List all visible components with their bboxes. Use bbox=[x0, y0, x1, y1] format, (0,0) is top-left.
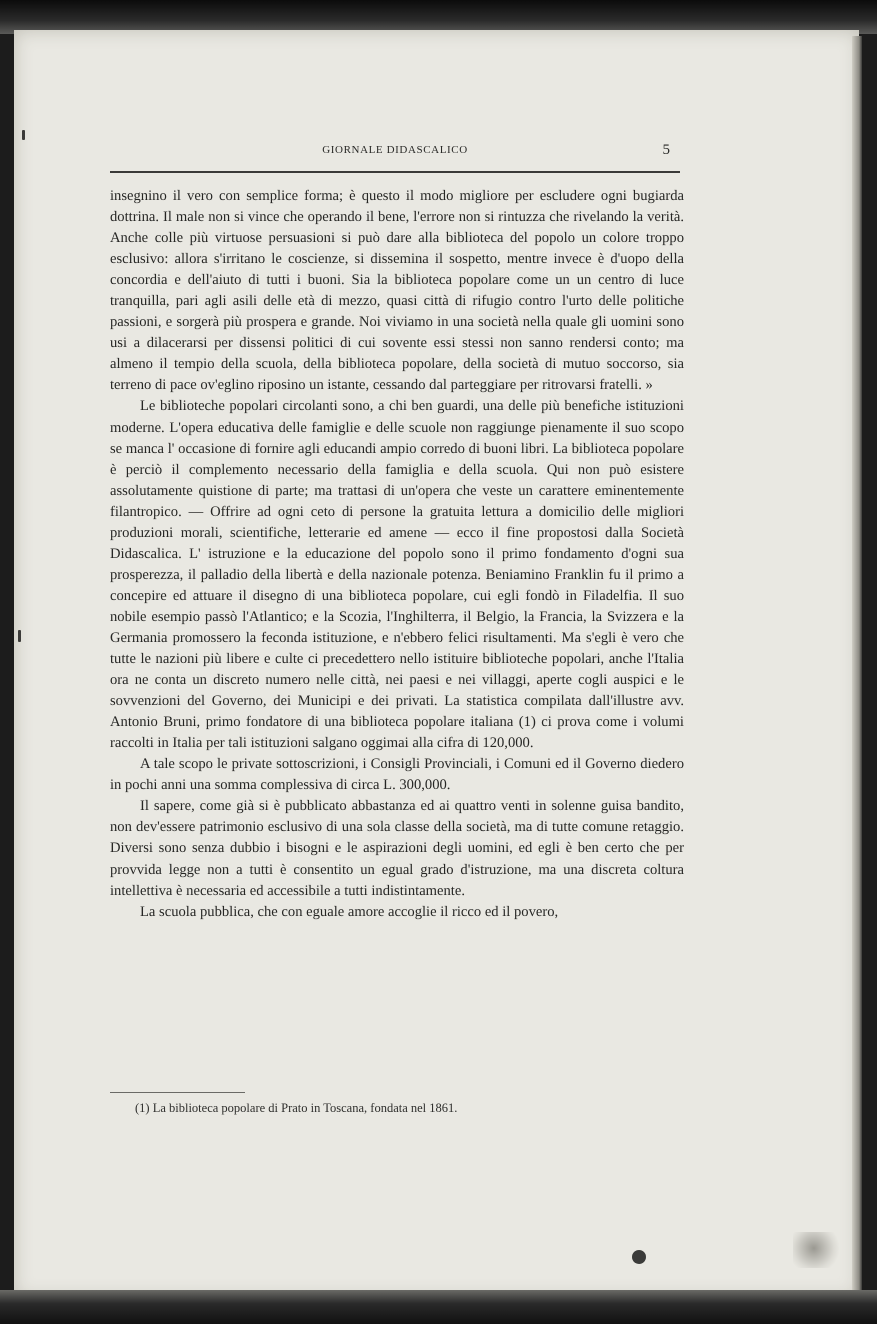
page-edge-shadow bbox=[852, 36, 862, 1296]
paragraph-1: insegnino il vero con semplice forma; è questo il modo migliore per escludere ogni bugiarda dottrina. Il male non si vince che operando il bene, l'errore non si rintuzza che rivelando la verità. Anche colle più virtuose persuasioni si può dare alla biblioteca del popolo un colore troppo esclusivo: allora s'irritano le coscienze, si dissemina il sospetto, mentre invece è d'uopo della concordia e dell'aiuto di tutti i buoni. Sia la biblioteca popolare come un un centro di luce tranquilla, pari agli asili delle età di mezzo, quasi città di rifugio contro l'urto delle politiche passioni, e sorgerà più prospera e grande. Noi viviamo in una società nella quale gli uomini sono usi a dilacerarsi per dissensi politici di cui sovente essi stessi non sanno rendersi conto; ma almeno il tempio della scuola, della biblioteca popolare, della società di mutuo soccorso, sia terreno di pace ov'eglino riposino un istante, cessando dal parteggiare per ritrovarsi fratelli. » bbox=[110, 188, 684, 394]
paragraph-5: La scuola pubblica, che con eguale amore accoglie il ricco ed il povero, bbox=[140, 903, 559, 920]
footnote-rule bbox=[110, 1092, 245, 1093]
paragraph-3: A tale scopo le private sottoscrizioni, i Consigli Provinciali, i Comuni ed il Governo diedero in pochi anni una somma complessiva di circa L. 300,000. bbox=[110, 756, 684, 794]
main-text bbox=[110, 186, 684, 923]
ink-speck bbox=[632, 1250, 646, 1264]
running-title: GIORNALE DIDASCALICO bbox=[322, 144, 468, 156]
ink-speck bbox=[22, 130, 25, 140]
header-rule bbox=[110, 171, 680, 173]
footnote: (1) La biblioteca popolare di Prato in Toscana, fondata nel 1861. bbox=[135, 1101, 458, 1115]
scan-top-border bbox=[0, 0, 877, 34]
library-stamp-mark bbox=[793, 1232, 845, 1268]
page-number: 5 bbox=[662, 142, 670, 158]
paragraph-2: Le biblioteche popolari circolanti sono, a chi ben guardi, una delle più benefiche istituzioni moderne. L'opera educativa delle famiglie e delle scuole non raggiunge pienamente il suo scopo se manca l' occasione di fornire agli educandi ampio corredo di buoni libri. La biblioteca popolare è perciò il complemento necessario della famiglia e della scuola. Qui non può esistere assolutamente quistione di parte; ma trattasi di un'opera che veste un carattere eminentemente filantropico. — Offrire ad ogni ceto di persone la gratuita lettura a domicilio delle migliori produzioni morali, scientifiche, letterarie ed amene — ecco il fine propostosi dalla Società Didascalica. L' istruzione e la educazione del popolo sono il primo fondamento d'ogni sua prosperezza, il palladio della libertà e della nazionale potenza. Beniamino Franklin fu il primo a concepire ed attuare il disegno di una biblioteca popolare, cui egli fondò in Filadelfia. Il suo nobile esempio passò l'Atlantico; e la Scozia, l'Inghilterra, il Belgio, la Francia, la Svizzera e la Germania promossero la feconda istituzione, e n'ebbero felici risultamenti. Ma s'egli è vero che tutte le nazioni più libere e culte ci precedettero nello istituire biblioteche popolari, anche l'Italia ora ne conta un discreto numero nelle città, nei paesi e nei villaggi, aperte cogli auspici e le sovvenzioni del Governo, dei Municipi e dei privati. La statistica compilata dall'illustre avv. Antonio Bruni, primo fondatore di una biblioteca popolare italiana (1) ci prova come i volumi raccolti in Italia per tali istituzioni salgano oggimai alla cifra di 120,000. bbox=[110, 398, 684, 752]
ink-speck bbox=[18, 630, 21, 642]
paragraph-4: Il sapere, come già si è pubblicato abbastanza ed ai quattro venti in solenne guisa bandito, non dev'essere patrimonio esclusivo di una sola classe della società, ma di tutte comune retaggio. Diversi sono senza dubbio i bisogni e le aspirazioni degli uomini, ed egli è ben certo che per provvida legge non a tutti è consentito un egual grado d'istruzione, ma una discreta coltura intellettiva è necessaria ed accessibile a tutti indistintamente. bbox=[110, 798, 684, 899]
page-header bbox=[110, 144, 680, 164]
scan-bottom-border bbox=[0, 1290, 877, 1324]
